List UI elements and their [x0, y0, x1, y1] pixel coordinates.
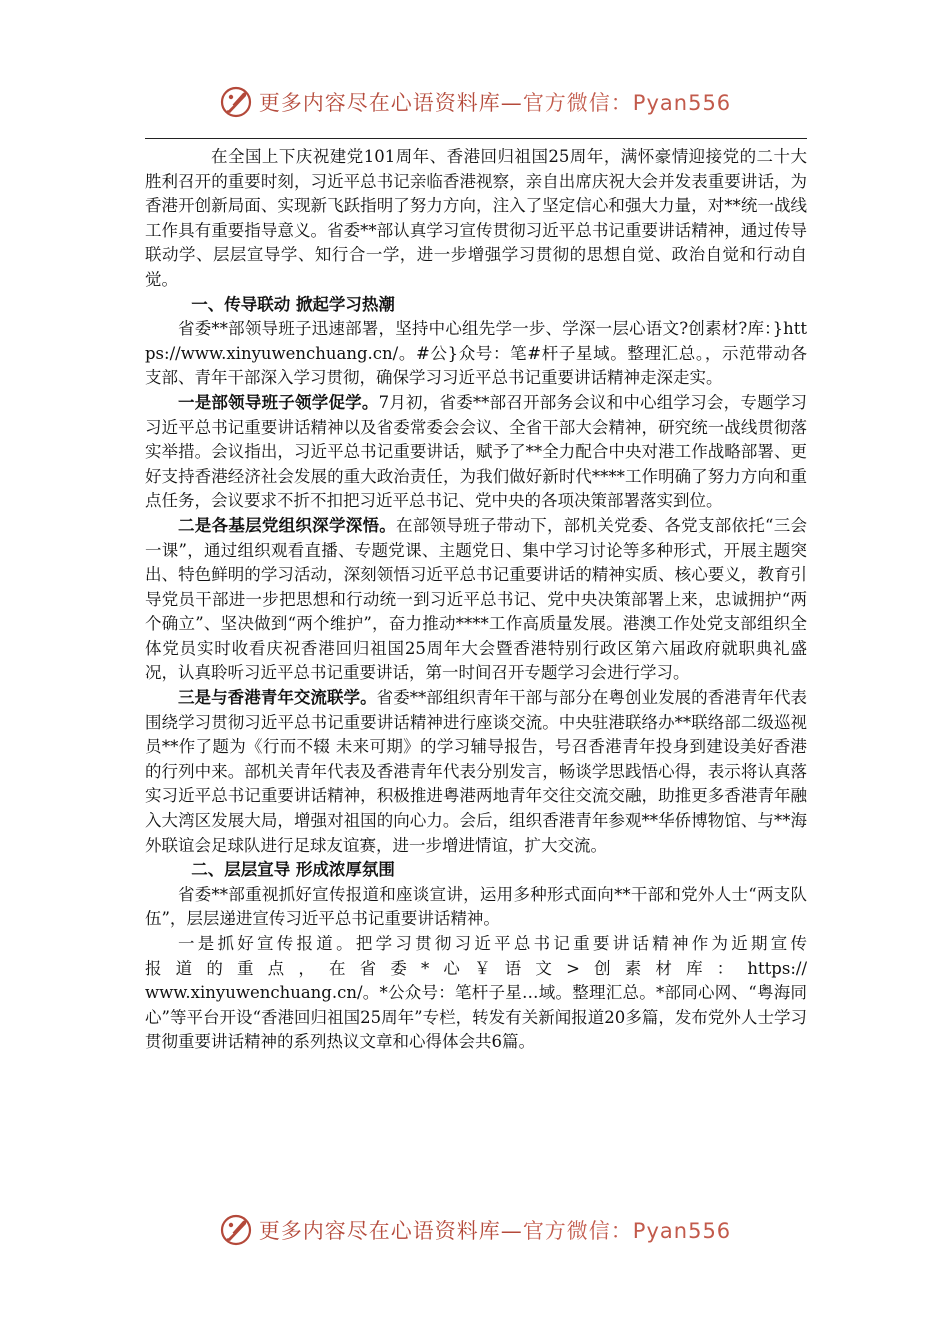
point-2-text: 在部领导班子带动下，部机关党委、各党支部依托“三会一课”，通过组织观看直播、专题党课、主题党日、集中学习讨论等多种形式，开展主题突出、特色鲜明的学习活动，深刻领悟习近平总书记重要讲话的精神实质、核心要义，教育引导党员干部进一步把思想和行动统一到习近平总书记、党中央决策部署上来，忠诚拥护“两个确立”、坚决做到“两个维护”，奋力推动****工作高质量发展。港澳工作处党支部组织全体党员实时收看庆祝香港回归祖国25周年大会暨香港特别行政区第六届政府就职典礼盛况，认真聆听习近平总书记重要讲话，第一时间召开专题学习会进行学习。 — [145, 515, 808, 683]
section-2-paragraph-1: 省委**部重视抓好宣传报道和座谈宣讲，运用多种形式面向**干部和党外人士“两支队伍”，层层递进宣传习近平总书记重要讲话精神。 — [145, 884, 807, 929]
header-banner-inner — [219, 85, 731, 119]
section-1-heading: 一、传导联动 掀起学习热潮 — [191, 294, 395, 314]
section-2-paragraph-2-rest: www.xinyuwenchuang.cn/。*公众号：笔杆子星…域。整理汇总。*部同心网、“粤海同心”等平台开设“香港回归祖国25周年”专栏，转发有关新闻报道20多篇，发布党外人士学习贯彻重要讲话精神的系列热议文章和心得体会共6篇。 — [145, 983, 807, 1052]
document-body — [145, 145, 807, 1055]
point-1-heading: 一是部领导班子领学促学。 — [178, 392, 379, 412]
footer-banner-inner — [219, 1213, 731, 1247]
section-1-paragraph-4 — [145, 686, 807, 858]
banner-text: 更多内容尽在心语资料库— — [258, 1219, 523, 1243]
point-2-heading: 二是各基层党组织深学深悟。 — [178, 515, 397, 535]
point-1-text: 7月初，省委**部召开部务会议和中心组学习会，专题学习习近平总书记重要讲话精神以及省委常委会会议、全省干部大会精神，研究统一战线贯彻落实举措。会议指出，习近平总书记重要讲话，赋予了**全力配合中央对港工作战略部署、更好支持香港经济社会发展的重大政治责任，为我们做好新时代****工作明确了努力方向和重点任务，会议要求不折不扣把习近平总书记、党中央的各项决策部署落实到位。 — [145, 392, 808, 511]
banner-wechat: 官方微信：Pyan556 — [522, 1219, 732, 1243]
intro-paragraph: 在全国上下庆祝建党101周年、香港回归祖国25周年，满怀豪情迎接党的二十大胜利召开的重要时刻，习近平总书记亲临香港视察，亲自出席庆祝大会并发表重要讲话，为香港开创新局面、实现新飞跃指明了努力方向，注入了坚定信心和强大力量，对**统一战线工作具有重要指导意义。省委**部认真学习宣传贯彻习近平总书记重要讲话精神，通过传导联动学、层层宣导学、知行合一学，进一步增强学习贯彻的思想自觉、政治自觉和行动自觉。 — [145, 147, 807, 289]
header-banner — [0, 82, 950, 122]
point-3-heading: 三是与香港青年交流联学。 — [178, 688, 377, 708]
banner-wechat: 官方微信：Pyan556 — [522, 91, 732, 115]
section-1-paragraph-1: 省委**部领导班子迅速部署，坚持中心组先学一步、学深一层心语文?创素材?库：}https://www.xinyuwenchuang.cn/。#公}众号：笔#杆子星域。整理汇总。，示范带动各支部、青年干部深入学习贯彻，确保学习习近平总书记重要讲话精神走深走实。 — [145, 319, 807, 388]
section-2-heading: 二、层层宣导 形成浓厚氛围 — [191, 860, 395, 880]
section-1-paragraph-3 — [145, 514, 807, 686]
header-divider — [145, 138, 807, 139]
footer-banner — [0, 1210, 950, 1250]
quill-pen-logo-icon — [219, 1213, 253, 1247]
banner-text: 更多内容尽在心语资料库— — [258, 91, 523, 115]
point-3-text: 省委**部组织青年干部与部分在粤创业发展的香港青年代表围绕学习贯彻习近平总书记重要讲话精神进行座谈交流。中央驻港联络办**联络部二级巡视员**作了题为《行而不辍 未来可期》的学习辅导报告，号召香港青年投身到建设美好香港的行列中来。部机关青年代表及香港青年代表分别发言，畅谈学思践悟心得，表示将认真落实习近平总书记重要讲话精神，积极推进粤港两地青年交往交流交融，助推更多香港青年融入大湾区发展大局，增强对祖国的向心力。会后，组织香港青年参观**华侨博物馆、与**海外联谊会足球队进行足球友谊赛，进一步增进情谊，扩大交流。 — [145, 688, 808, 855]
quill-pen-logo-icon — [219, 85, 253, 119]
section-2-paragraph-2-line-1: 一是抓好宣传报道。把学习贯彻习近平总书记重要讲话精神作为近期宣传 — [178, 934, 807, 953]
section-2-paragraph-2-line-2: 报道的重点，在省委*心￥语文>创素材库：https:// — [145, 958, 807, 978]
section-1-paragraph-2 — [145, 391, 807, 514]
